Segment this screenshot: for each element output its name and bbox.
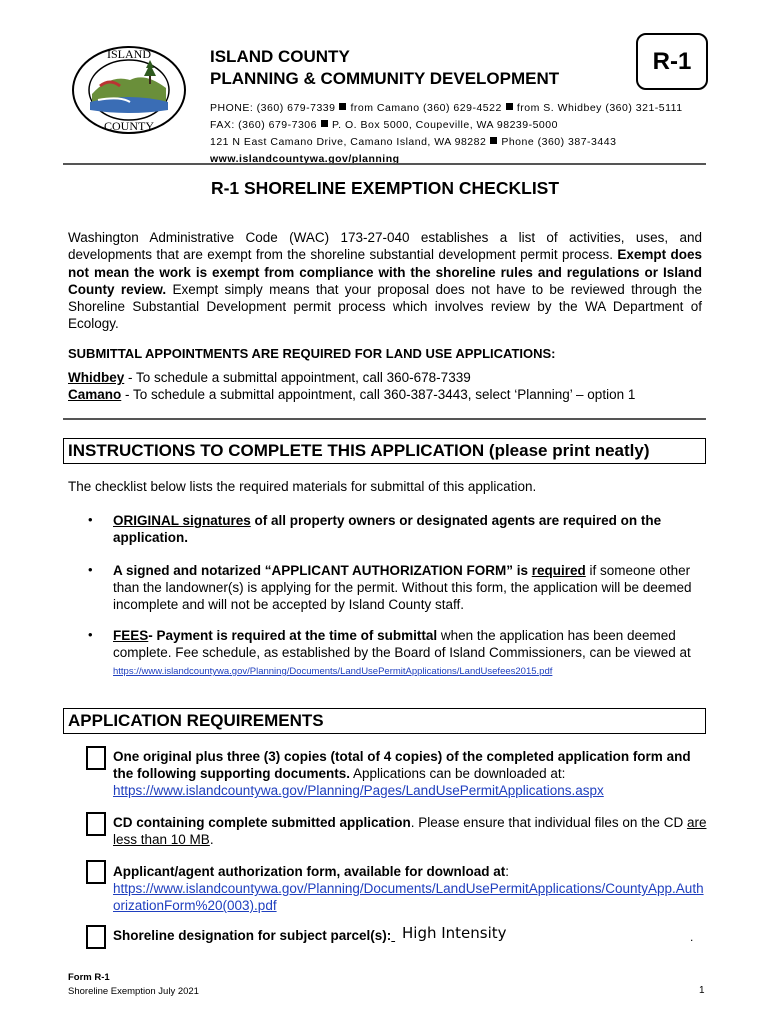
intro-bold: Exempt does not mean the work is exempt from compliance with the shoreline rules and regulations or Island County review.: [68, 247, 703, 297]
agency-title: [210, 46, 559, 90]
footer: [68, 971, 199, 999]
cd-end: .: [209, 832, 214, 847]
authorization-bold: A signed and notarized “APPLICANT AUTHORIZATION FORM” is: [113, 563, 532, 578]
header-divider: [63, 163, 706, 165]
shoreline-end-period: .: [690, 930, 694, 944]
document-title: R-1 SHORELINE EXEMPTION CHECKLIST: [210, 178, 560, 198]
authorization-rest: if someone other than the landowner(s) is applying for the permit. Without this form, the application will be deemed incomplete and will not be accepted by Island County staff.: [113, 563, 692, 612]
footer-form-label: Form R-1: [68, 972, 110, 983]
whidbey-text: - To schedule a submittal appointment, call 360-678-7339: [124, 370, 471, 385]
instruction-bullet-fees: [113, 627, 705, 680]
square-bullet-icon: [490, 137, 497, 144]
appointments-heading: SUBMITTAL APPOINTMENTS ARE REQUIRED FOR LAND USE APPLICATIONS:: [68, 346, 556, 361]
agency-contact-info: [210, 100, 683, 168]
square-bullet-icon: [321, 120, 328, 127]
bullet-icon: •: [88, 562, 93, 577]
shoreline-designation-field[interactable]: High Intensity: [402, 924, 507, 942]
agency-title-line2: PLANNING & COMMUNITY DEVELOPMENT: [210, 69, 560, 88]
requirement-cd: [113, 814, 708, 848]
camano-phone: Phone (360) 387-3443: [501, 136, 617, 148]
fees-rest: when the application has been deemed complete. Fee schedule, as established by the Board of Island Commissioners, can be viewed at: [113, 628, 691, 660]
island-county-logo: [70, 44, 188, 136]
fees-link[interactable]: https://www.islandcountywa.gov/Planning/Documents/LandUsePermitApplications/LandUsefees2015.pdf: [113, 666, 553, 677]
square-bullet-icon: [506, 103, 513, 110]
requirement-checkbox-authorization[interactable]: [86, 860, 106, 884]
whidbey-label: Whidbey: [68, 370, 125, 385]
street-address: 121 N East Camano Drive, Camano Island, WA 98282: [210, 136, 487, 148]
phone-line: [210, 100, 683, 117]
authorization-required: required: [531, 563, 586, 578]
po-box: P. O. Box 5000, Coupeville, WA 98239-5000: [331, 119, 558, 131]
form-badge: R-1: [636, 33, 708, 90]
instruction-bullet-signatures: [113, 512, 705, 546]
instructions-lead: The checklist below lists the required materials for submittal of this application.: [68, 479, 537, 494]
phone-whidbey: from S. Whidbey (360) 321-5111: [516, 102, 683, 114]
phone-main: PHONE: (360) 679-7339: [210, 102, 336, 114]
whidbey-appointment: [68, 369, 471, 386]
instructions-heading: INSTRUCTIONS TO COMPLETE THIS APPLICATION (please print neatly): [63, 438, 706, 464]
cd-bold: CD containing complete submitted application: [113, 815, 411, 830]
intro-paragraph: [68, 229, 702, 333]
bullet-icon: •: [88, 512, 93, 527]
requirement-checkbox-copies[interactable]: [86, 746, 106, 770]
footer-form-date: Shoreline Exemption July 2021: [68, 986, 199, 997]
phone-camano: from Camano (360) 629-4522: [350, 102, 502, 114]
agency-title-line1: ISLAND COUNTY: [210, 47, 350, 66]
requirements-heading: APPLICATION REQUIREMENTS: [63, 708, 706, 734]
page-number: 1: [699, 985, 705, 996]
square-bullet-icon: [339, 103, 346, 110]
auth-form-bold: Applicant/agent authorization form, available for download at: [113, 864, 506, 879]
logo-text-bottom: COUNTY: [104, 119, 154, 133]
website-link[interactable]: www.islandcountywa.gov/planning: [210, 153, 400, 165]
camano-appointment: [68, 386, 635, 403]
intro-text-1: Washington Administrative Code (WAC) 173-27-040 establishes a list of activities, uses, and developments that are exempt from the shoreline substantial development permit process.: [68, 230, 702, 263]
authorization-form-link[interactable]: https://www.islandcountywa.gov/Planning/Documents/LandUsePermitApplications/CountyApp.AuthorizationForm%20(003).pdf: [113, 881, 704, 913]
requirement-authorization: [113, 863, 708, 914]
logo-text-top: ISLAND: [107, 47, 151, 61]
instruction-bullet-authorization: [113, 562, 705, 613]
camano-label: Camano: [68, 387, 122, 402]
cd-size-limit: are less than 10 MB: [113, 815, 707, 847]
fees-bold: - Payment is required at the time of submittal: [148, 628, 438, 643]
copies-rest: Applications can be downloaded at:: [349, 766, 566, 781]
requirement-copies: [113, 748, 708, 799]
fees-label: FEES: [113, 628, 149, 643]
address-line: [210, 134, 683, 151]
fax-number: FAX: (360) 679-7306: [210, 119, 317, 131]
applications-link[interactable]: https://www.islandcountywa.gov/Planning/Pages/LandUsePermitApplications.aspx: [113, 783, 604, 798]
cd-rest: . Please ensure that individual files on the CD: [410, 815, 687, 830]
section-divider: [63, 418, 706, 420]
signatures-underline: ORIGINAL signatures: [113, 513, 251, 528]
fax-line: [210, 117, 683, 134]
requirement-checkbox-cd[interactable]: [86, 812, 106, 836]
copies-bold: One original plus three (3) copies (total of 4 copies) of the completed application form and the following supporting documents.: [113, 749, 691, 781]
requirement-checkbox-shoreline[interactable]: [86, 925, 106, 949]
intro-text-2: Exempt simply means that your proposal does not have to be reviewed through the Shoreline Substantial Development permit process which involves review by the WA Department of Ecology.: [68, 281, 702, 332]
signatures-bold: of all property owners or designated agents are required on the application.: [113, 513, 662, 545]
auth-form-rest: :: [505, 864, 510, 879]
shoreline-label: Shoreline designation for subject parcel(s):: [113, 928, 392, 943]
shoreline-underline: [391, 928, 395, 943]
camano-text: - To schedule a submittal appointment, call 360-387-3443, select ‘Planning’ – option 1: [121, 387, 636, 402]
bullet-icon: •: [88, 627, 93, 642]
